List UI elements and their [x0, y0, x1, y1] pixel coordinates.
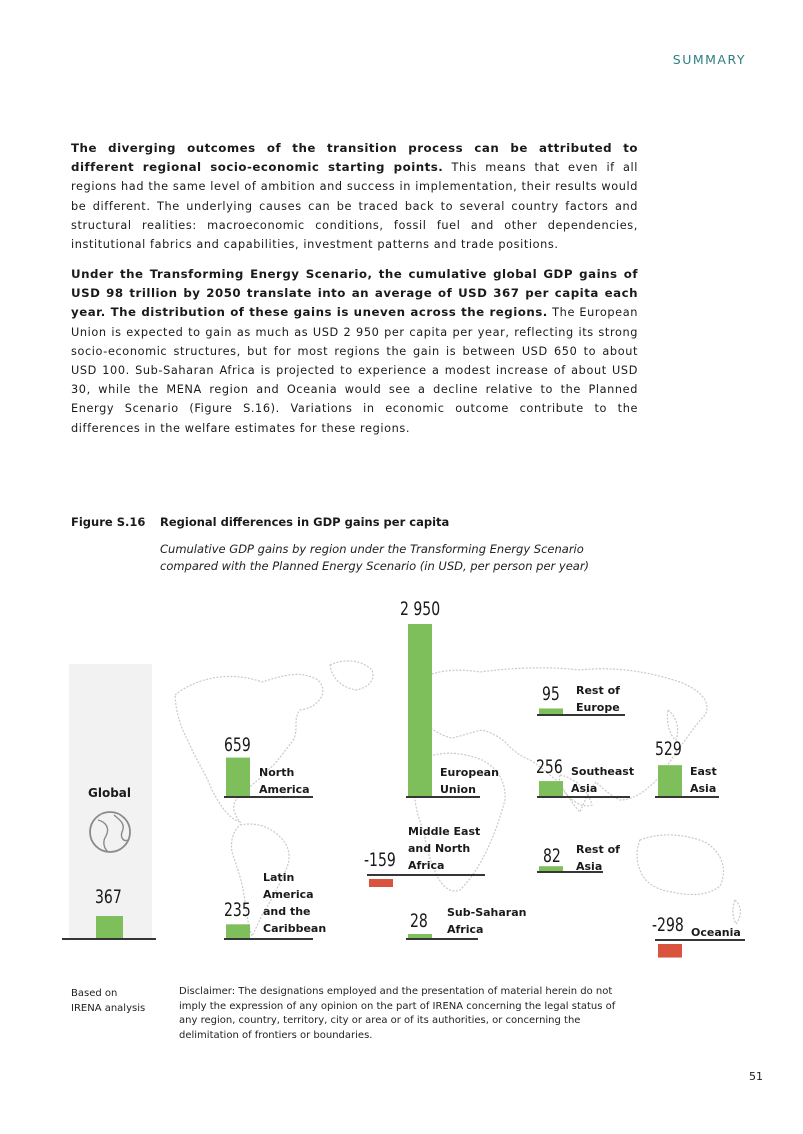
- value-label-sub-saharan-africa: 28: [410, 910, 428, 932]
- region-label-oceania: Oceania: [691, 926, 741, 939]
- region-label-rest-of-europe: Rest of Europe: [576, 684, 620, 714]
- region-label-north-america: North America: [259, 766, 310, 796]
- value-label-global: 367: [95, 886, 122, 908]
- region-label-east-asia: East Asia: [690, 765, 717, 795]
- value-label-southeast-asia: 256: [536, 756, 563, 778]
- value-label-rest-of-asia: 82: [543, 845, 561, 867]
- figure-label: Figure S.16: [71, 515, 146, 529]
- bar-rest-of-europe: [539, 708, 563, 714]
- region-label-sub-saharan-africa: Sub-Saharan Africa: [447, 906, 527, 936]
- bar-sub-saharan-africa: [408, 934, 432, 938]
- region-label-southeast-asia: Southeast Asia: [571, 765, 635, 795]
- paragraph-1-lead: The diverging outcomes of the transition process can be attributed to different regional socio-economic starting points.: [71, 141, 638, 175]
- value-label-east-asia: 529: [655, 738, 682, 760]
- paragraph-1: [71, 139, 638, 254]
- region-label-european-union: European Union: [440, 766, 499, 796]
- region-label-latin-america-and-the-caribbean: Latin America and the Caribbean: [263, 871, 327, 935]
- bar-middle-east-and-north-africa: [369, 879, 393, 887]
- disclaimer: Disclaimer: The designations employed and the presentation of material herein do not imply the expression of any opinion on the part of IRENA concerning the legal status of any region, country, territory, city or area or of its authorities, or concerning the delimitation of frontiers or boundaries.: [179, 986, 616, 1041]
- section-header: SUMMARY: [672, 52, 746, 67]
- value-label-middle-east-and-north-africa: -159: [364, 849, 396, 871]
- bar-latin-america-and-the-caribbean: [226, 924, 250, 938]
- world-map-outline: [175, 661, 740, 936]
- bar-oceania: [658, 944, 682, 958]
- bar-southeast-asia: [539, 781, 563, 796]
- region-label-rest-of-asia: Rest of Asia: [576, 843, 620, 873]
- value-label-oceania: -298: [652, 914, 684, 936]
- paragraph-2-body: The European Union is expected to gain as much as USD 2 950 per capita per year, reflecting its strong socio-economic structures, but for most regions the gain is between USD 650 to about USD 100. Sub-Saharan Africa is projected to experience a modest increase of about USD 30, while the MENA region and Oceania would see a decline relative to the Planned Energy Scenario (Figure S.16). Variations in economic outcome contribute to the differences in the welfare estimates for these regions.: [71, 306, 638, 435]
- paragraph-2-lead: Under the Transforming Energy Scenario, the cumulative global GDP gains of USD 98 trillion by 2050 translate into an average of USD 367 per capita each year. The distribution of these gains is uneven across the regions.: [71, 267, 638, 320]
- global-label: Global: [88, 786, 132, 800]
- figure-title: Regional differences in GDP gains per capita: [160, 515, 450, 529]
- page-number: 51: [749, 1070, 763, 1083]
- source-note: Based on IRENA analysis: [71, 988, 146, 1014]
- value-label-north-america: 659: [224, 734, 251, 756]
- bar-global: [96, 916, 123, 938]
- region-label-middle-east-and-north-africa: Middle East and North Africa: [408, 825, 481, 872]
- figure-subtitle: Cumulative GDP gains by region under the Transforming Energy Scenario compared with the Planned Energy Scenario (in USD, per person per year): [160, 542, 590, 573]
- paragraph-1-body: This means that even if all regions had the same level of ambition and success in implementation, their results would be different. The underlying causes can be traced back to several country factors and structural realities: macroeconomic conditions, fossil fuel and other dependencies, institutional fabrics and capabilities, investment patterns and trade positions.: [71, 161, 639, 252]
- value-label-european-union: 2 950: [400, 598, 441, 620]
- bar-north-america: [226, 758, 250, 796]
- bar-east-asia: [658, 765, 682, 796]
- paragraph-2: [71, 265, 638, 438]
- gdp-gains-chart: [0, 590, 803, 960]
- value-label-rest-of-europe: 95: [542, 683, 560, 705]
- value-label-latin-america-and-the-caribbean: 235: [224, 899, 251, 921]
- bar-european-union: [408, 624, 432, 796]
